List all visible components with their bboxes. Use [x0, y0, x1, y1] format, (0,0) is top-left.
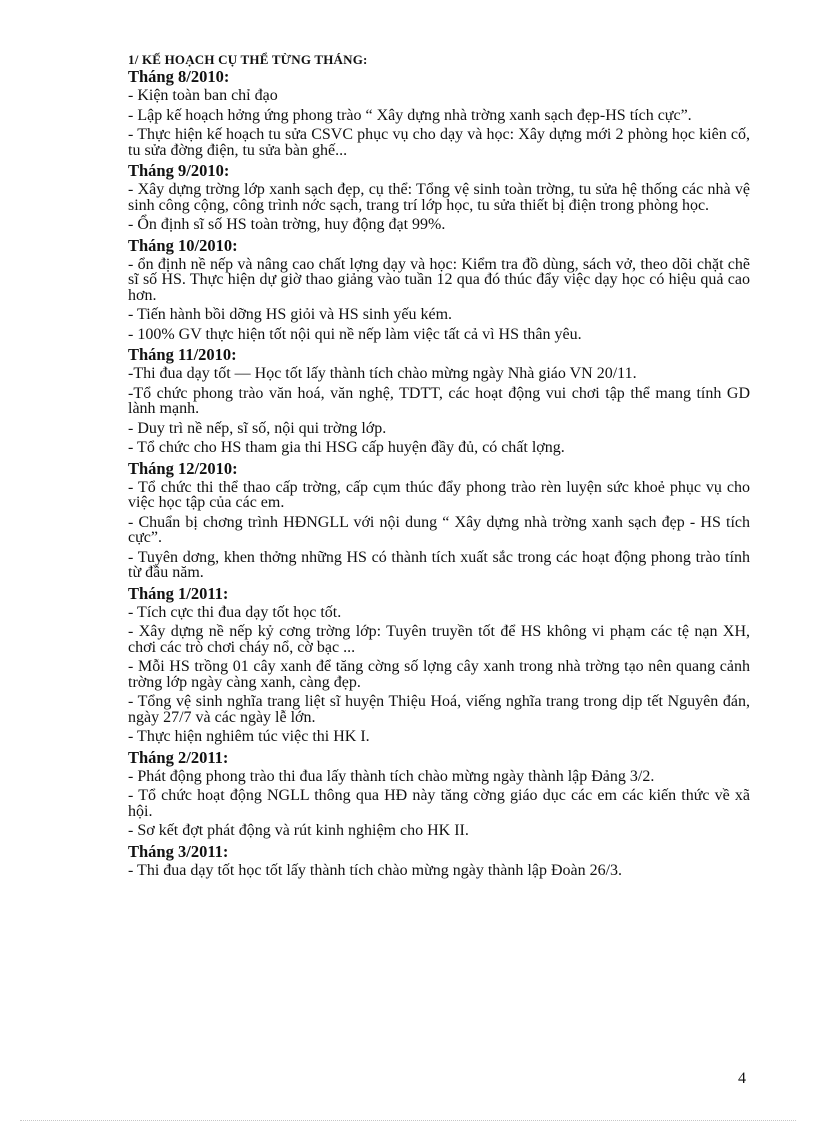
plan-item: - Tổ chức cho HS tham gia thi HSG cấp huyện đầy đủ, có chất lợng. [128, 439, 565, 456]
section-heading: 1/ KẾ HOẠCH CỤ THỂ TỪNG THÁNG: [128, 52, 368, 67]
plan-item: - Thi đua dạy tốt học tốt lấy thành tích chào mừng ngày thành lập Đoàn 26/3. [128, 861, 623, 879]
plan-item: - 100% GV thực hiện tốt nội qui nề nếp làm việc tất cả vì HS thân yêu. [128, 325, 582, 343]
month-title: Tháng 1/2011: [128, 583, 229, 603]
month-title: Tháng 9/2010: [128, 161, 230, 180]
month-title: Tháng 2/2011: [128, 747, 229, 767]
plan-item: - Thực hiện nghiêm túc việc thi HK I. [128, 728, 370, 745]
plan-item: - Phát động phong trào thi đua lấy thành tích chào mừng ngày thành lập Đảng 3/2. [128, 767, 655, 785]
month-title: Tháng 8/2010: [128, 67, 230, 86]
plan-item: - Xây dựng trờng lớp xanh sạch đẹp, cụ thể: Tổng vệ sinh toàn trờng, tu sửa hệ thống các nhà vệ sinh công cộng, công trình nớc sạch, trang trí lớp học, tu sửa thiết bị điện trong phòng học. [128, 181, 750, 214]
plan-item: - Tổ chức thi thể thao cấp trờng, cấp cụm thúc đẩy phong trào rèn luyện sức khoẻ phục vụ cho việc học tập của các em. [128, 478, 750, 511]
month-title: Tháng 12/2010: [128, 458, 238, 478]
plan-item: - Duy trì nề nếp, sĩ số, nội qui trờng lớp. [128, 419, 387, 437]
plan-item: - Chuẩn bị chơng trình HĐNGLL với nội dung “ Xây dựng nhà trờng xanh sạch đẹp - HS tích cực”. [128, 513, 750, 546]
plan-item: -Thi đua dạy tốt — Học tốt lấy thành tích chào mừng ngày Nhà giáo VN 20/11. [128, 365, 637, 382]
plan-item: - Thực hiện kế hoạch tu sửa CSVC phục vụ cho dạy và học: Xây dựng mới 2 phòng học kiên cố, tu sửa đờng điện, tu sửa bàn ghế... [128, 126, 750, 159]
plan-item: - Tiến hành bồi dỡng HS giỏi và HS sinh yếu kém. [128, 306, 453, 323]
footer-divider [20, 1120, 796, 1121]
month-title: Tháng 3/2011: [128, 841, 229, 861]
plan-item: - Tích cực thi đua dạy tốt học tốt. [128, 603, 342, 621]
plan-item: - Tổng vệ sinh nghĩa trang liệt sĩ huyện Thiệu Hoá, viếng nghĩa trang trong dịp tết Nguyên đán, ngày 27/7 và các ngày lễ lớn. [128, 693, 750, 726]
plan-item: - Tuyên dơng, khen thởng những HS có thành tích xuất sắc trong các hoạt động phong trào tính từ đầu năm. [128, 548, 750, 581]
month-title: Tháng 10/2010: [128, 235, 238, 255]
month-title: Tháng 11/2010: [128, 345, 237, 364]
plan-item: - Xây dựng nề nếp kỷ cơng trờng lớp: Tuyên truyền tốt để HS không vi phạm các tệ nạn XH, chơi các trò chơi cháy nổ, cờ bạc ... [128, 623, 750, 656]
plan-item: - Kiện toàn ban chỉ đạo [128, 87, 278, 104]
plan-item: -Tổ chức phong trào văn hoá, văn nghệ, TDTT, các hoạt động vui chơi tập thể mang tính GD lành mạnh. [128, 384, 750, 417]
plan-item: - ổn định nề nếp và nâng cao chất lợng dạy và học: Kiểm tra đồ dùng, sách vở, theo dõi chặt chẽ sĩ số HS. Thực hiện dự giờ thao giảng vào tuần 12 qua đó thúc đẩy việc dạy học có hiệu quả cao hơn. [128, 255, 750, 304]
plan-item: - Mỗi HS trồng 01 cây xanh để tăng cờng số lợng cây xanh trong nhà trờng tạo nên quang cảnh trờng lớp ngày càng xanh, càng đẹp. [128, 658, 750, 691]
plan-item: - Ổn định sĩ số HS toàn trờng, huy động đạt 99%. [128, 216, 446, 233]
page-number: 4 [738, 1070, 746, 1087]
plan-item: - Lập kế hoạch hởng ứng phong trào “ Xây dựng nhà trờng xanh sạch đẹp-HS tích cực”. [128, 106, 692, 124]
plan-item: - Tổ chức hoạt động NGLL thông qua HĐ này tăng cờng giáo dục các em các kiến thức về xã hội. [128, 787, 750, 820]
document-body [128, 52, 750, 882]
plan-item: - Sơ kết đợt phát động và rút kinh nghiệm cho HK II. [128, 822, 469, 839]
